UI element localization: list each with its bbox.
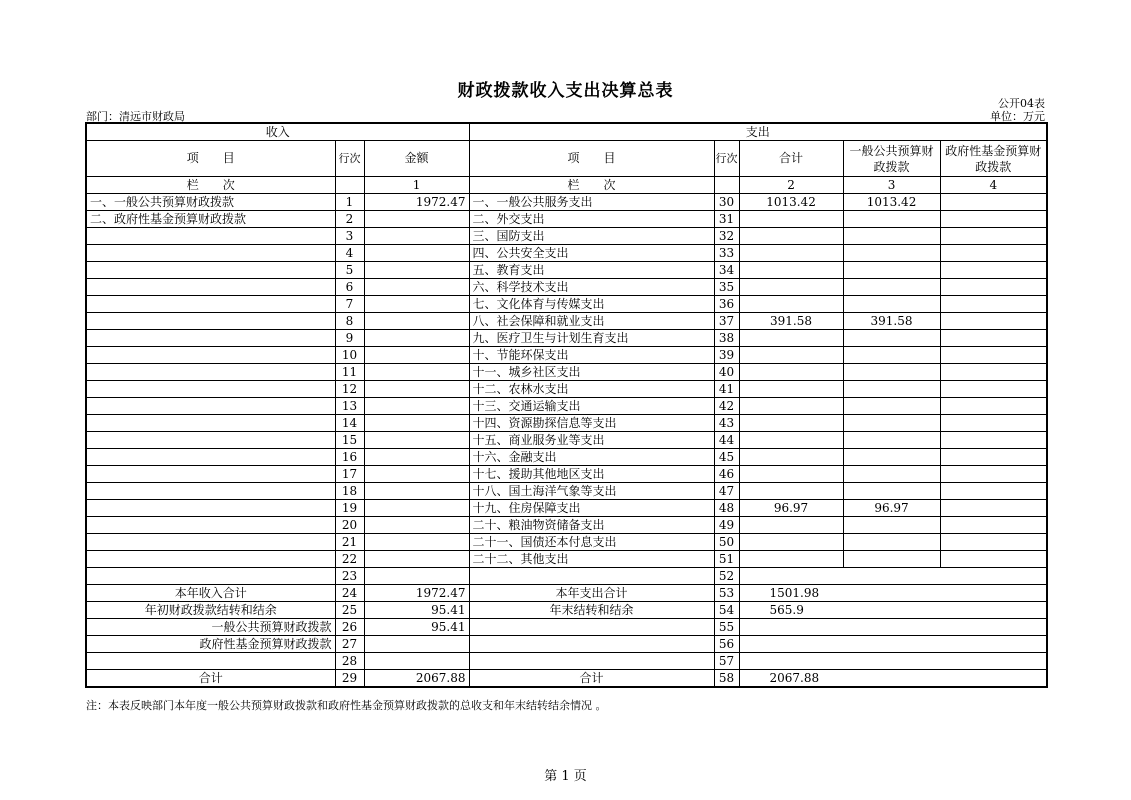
expense-total bbox=[739, 262, 843, 279]
income-row-number: 11 bbox=[335, 364, 364, 381]
expense-general-budget bbox=[843, 432, 940, 449]
income-amount bbox=[364, 483, 469, 500]
expense-gov-fund bbox=[940, 398, 1047, 415]
expense-general-budget bbox=[843, 381, 940, 398]
table-row bbox=[86, 398, 1047, 415]
income-amount bbox=[364, 228, 469, 245]
income-item bbox=[86, 551, 335, 568]
expense-general-budget bbox=[843, 245, 940, 262]
expense-summary-label: 合计 bbox=[469, 670, 714, 688]
table-row bbox=[86, 194, 1047, 211]
expense-row-number: 53 bbox=[714, 585, 739, 602]
income-amount bbox=[364, 330, 469, 347]
expense-row-number: 36 bbox=[714, 296, 739, 313]
table-row bbox=[86, 500, 1047, 517]
header-row-sections bbox=[86, 123, 1047, 141]
income-amount-header: 金额 bbox=[364, 141, 469, 177]
income-rowno-header: 行次 bbox=[335, 141, 364, 177]
expense-total: 1501.98 bbox=[739, 585, 843, 602]
income-row-number: 24 bbox=[335, 585, 364, 602]
expense-row-number: 46 bbox=[714, 466, 739, 483]
income-item bbox=[86, 466, 335, 483]
income-row-number: 8 bbox=[335, 313, 364, 330]
table-row bbox=[86, 449, 1047, 466]
expense-gov-fund bbox=[940, 279, 1047, 296]
expense-row-number: 47 bbox=[714, 483, 739, 500]
income-item bbox=[86, 313, 335, 330]
expense-item: 二、外交支出 bbox=[469, 211, 714, 228]
income-amount bbox=[364, 262, 469, 279]
income-amount bbox=[364, 347, 469, 364]
expense-gov-fund bbox=[940, 364, 1047, 381]
income-item-header: 项 目 bbox=[86, 141, 335, 177]
income-amount bbox=[364, 381, 469, 398]
expense-item: 十三、交通运输支出 bbox=[469, 398, 714, 415]
empty-cell bbox=[843, 619, 1047, 636]
expense-summary-label: 年末结转和结余 bbox=[469, 602, 714, 619]
expense-total bbox=[739, 636, 843, 653]
income-row-number: 9 bbox=[335, 330, 364, 347]
expense-row-number: 42 bbox=[714, 398, 739, 415]
expense-row-number: 44 bbox=[714, 432, 739, 449]
expense-item: 六、科学技术支出 bbox=[469, 279, 714, 296]
expense-total bbox=[739, 619, 843, 636]
expense-general-budget: 391.58 bbox=[843, 313, 940, 330]
unit-label: 单位：万元 bbox=[990, 110, 1045, 123]
summary-row bbox=[86, 653, 1047, 670]
expense-row-number: 32 bbox=[714, 228, 739, 245]
income-row-number: 28 bbox=[335, 653, 364, 670]
income-row-number: 14 bbox=[335, 415, 364, 432]
expense-section-header: 支出 bbox=[469, 123, 1047, 141]
expense-total bbox=[739, 279, 843, 296]
income-item bbox=[86, 228, 335, 245]
expense-general-budget bbox=[843, 279, 940, 296]
income-amount: 2067.88 bbox=[364, 670, 469, 688]
income-summary-label bbox=[86, 653, 335, 670]
gov-fund-header: 政府性基金预算财政拨款 bbox=[940, 141, 1047, 177]
expense-gov-fund bbox=[940, 194, 1047, 211]
income-amount bbox=[364, 415, 469, 432]
expense-gov-fund bbox=[940, 483, 1047, 500]
expense-gov-fund bbox=[940, 313, 1047, 330]
expense-total bbox=[739, 211, 843, 228]
expense-row-number: 34 bbox=[714, 262, 739, 279]
expense-general-budget bbox=[843, 330, 940, 347]
income-row-number: 27 bbox=[335, 636, 364, 653]
income-amount bbox=[364, 313, 469, 330]
expense-item: 十四、资源勘探信息等支出 bbox=[469, 415, 714, 432]
expense-gov-fund bbox=[940, 296, 1047, 313]
income-row-number: 12 bbox=[335, 381, 364, 398]
expense-total: 96.97 bbox=[739, 500, 843, 517]
report-meta bbox=[86, 108, 1045, 122]
income-amount bbox=[364, 568, 469, 585]
expense-total bbox=[739, 551, 843, 568]
expense-gov-fund bbox=[940, 228, 1047, 245]
income-item: 一、一般公共预算财政拨款 bbox=[86, 194, 335, 211]
income-row-number: 16 bbox=[335, 449, 364, 466]
income-row-number: 18 bbox=[335, 483, 364, 500]
income-item bbox=[86, 398, 335, 415]
expense-item: 十二、农林水支出 bbox=[469, 381, 714, 398]
income-summary-label: 政府性基金预算财政拨款 bbox=[86, 636, 335, 653]
income-amount bbox=[364, 551, 469, 568]
expense-total bbox=[739, 415, 843, 432]
expense-item: 八、社会保障和就业支出 bbox=[469, 313, 714, 330]
income-summary-label: 一般公共预算财政拨款 bbox=[86, 619, 335, 636]
income-row-number: 15 bbox=[335, 432, 364, 449]
expense-gov-fund bbox=[940, 381, 1047, 398]
expense-item: 七、文化体育与传媒支出 bbox=[469, 296, 714, 313]
general-budget-header: 一般公共预算财政拨款 bbox=[843, 141, 940, 177]
expense-row-number: 43 bbox=[714, 415, 739, 432]
table-row bbox=[86, 330, 1047, 347]
expense-row-number: 45 bbox=[714, 449, 739, 466]
expense-total: 2067.88 bbox=[739, 670, 843, 688]
income-row-number: 7 bbox=[335, 296, 364, 313]
income-item bbox=[86, 347, 335, 364]
income-amount: 1972.47 bbox=[364, 194, 469, 211]
expense-general-budget: 96.97 bbox=[843, 500, 940, 517]
income-row-number: 26 bbox=[335, 619, 364, 636]
income-item bbox=[86, 432, 335, 449]
income-row-number: 22 bbox=[335, 551, 364, 568]
income-amount bbox=[364, 432, 469, 449]
expense-total bbox=[739, 466, 843, 483]
expense-row-number: 38 bbox=[714, 330, 739, 347]
income-amount bbox=[364, 653, 469, 670]
table-row bbox=[86, 483, 1047, 500]
summary-row bbox=[86, 619, 1047, 636]
table-row bbox=[86, 517, 1047, 534]
expense-gov-fund bbox=[940, 211, 1047, 228]
income-summary-label: 合计 bbox=[86, 670, 335, 688]
header-row-colnum bbox=[86, 177, 1047, 194]
expense-total bbox=[739, 296, 843, 313]
expense-item: 一、一般公共服务支出 bbox=[469, 194, 714, 211]
table-row bbox=[86, 364, 1047, 381]
expense-row-number: 35 bbox=[714, 279, 739, 296]
empty-cell bbox=[843, 636, 1047, 653]
income-item bbox=[86, 262, 335, 279]
income-amount bbox=[364, 245, 469, 262]
expense-general-budget bbox=[843, 483, 940, 500]
department-label: 部门：清远市财政局 bbox=[86, 110, 185, 123]
income-row-number: 29 bbox=[335, 670, 364, 688]
empty-cell bbox=[843, 602, 1047, 619]
table-row bbox=[86, 466, 1047, 483]
income-row-number: 6 bbox=[335, 279, 364, 296]
expense-total: 565.9 bbox=[739, 602, 843, 619]
expense-gov-fund bbox=[940, 534, 1047, 551]
expense-summary-label bbox=[469, 568, 714, 585]
col-number-4: 4 bbox=[940, 177, 1047, 194]
expense-item: 九、医疗卫生与计划生育支出 bbox=[469, 330, 714, 347]
income-row-number: 20 bbox=[335, 517, 364, 534]
empty-cell bbox=[843, 585, 1047, 602]
income-amount bbox=[364, 636, 469, 653]
expense-gov-fund bbox=[940, 432, 1047, 449]
expense-item-header: 项 目 bbox=[469, 141, 714, 177]
expense-total bbox=[739, 432, 843, 449]
income-row-number: 3 bbox=[335, 228, 364, 245]
expense-row-number: 40 bbox=[714, 364, 739, 381]
expense-rowno-header: 行次 bbox=[714, 141, 739, 177]
income-item bbox=[86, 449, 335, 466]
expense-total bbox=[739, 449, 843, 466]
expense-item: 十五、商业服务业等支出 bbox=[469, 432, 714, 449]
expense-general-budget bbox=[843, 262, 940, 279]
income-row-number: 13 bbox=[335, 398, 364, 415]
income-amount: 1972.47 bbox=[364, 585, 469, 602]
expense-row-number: 56 bbox=[714, 636, 739, 653]
header-row-columns bbox=[86, 141, 1047, 177]
footnote: 注：本表反映部门本年度一般公共预算财政拨款和政府性基金预算财政拨款的总收支和年末结转结余情况 。 bbox=[86, 699, 607, 712]
summary-row bbox=[86, 602, 1047, 619]
expense-row-number: 37 bbox=[714, 313, 739, 330]
expense-general-budget bbox=[843, 347, 940, 364]
expense-total bbox=[739, 347, 843, 364]
table-row bbox=[86, 381, 1047, 398]
empty-cell bbox=[843, 568, 1047, 585]
income-amount bbox=[364, 466, 469, 483]
empty-cell bbox=[843, 653, 1047, 670]
expense-row-number: 54 bbox=[714, 602, 739, 619]
table-row bbox=[86, 296, 1047, 313]
income-amount bbox=[364, 364, 469, 381]
expense-general-budget bbox=[843, 517, 940, 534]
empty-cell bbox=[714, 177, 739, 194]
income-row-number: 1 bbox=[335, 194, 364, 211]
expense-total-header: 合计 bbox=[739, 141, 843, 177]
income-amount: 95.41 bbox=[364, 619, 469, 636]
income-item bbox=[86, 296, 335, 313]
income-row-number: 10 bbox=[335, 347, 364, 364]
expense-general-budget bbox=[843, 415, 940, 432]
report-title: 财政拨款收入支出决算总表 bbox=[457, 81, 674, 101]
table-row bbox=[86, 245, 1047, 262]
summary-row bbox=[86, 670, 1047, 688]
expense-item: 二十一、国债还本付息支出 bbox=[469, 534, 714, 551]
income-item bbox=[86, 500, 335, 517]
income-item bbox=[86, 245, 335, 262]
income-row-number: 2 bbox=[335, 211, 364, 228]
income-item bbox=[86, 279, 335, 296]
expense-row-number: 41 bbox=[714, 381, 739, 398]
expense-general-budget bbox=[843, 211, 940, 228]
expense-item: 十六、金融支出 bbox=[469, 449, 714, 466]
table-row bbox=[86, 347, 1047, 364]
expense-general-budget bbox=[843, 534, 940, 551]
table-row bbox=[86, 551, 1047, 568]
expense-general-budget bbox=[843, 466, 940, 483]
expense-general-budget bbox=[843, 398, 940, 415]
expense-gov-fund bbox=[940, 415, 1047, 432]
income-row-number: 17 bbox=[335, 466, 364, 483]
expense-row-number: 49 bbox=[714, 517, 739, 534]
expense-col-label: 栏 次 bbox=[469, 177, 714, 194]
expense-general-budget bbox=[843, 449, 940, 466]
expense-gov-fund bbox=[940, 330, 1047, 347]
expense-row-number: 58 bbox=[714, 670, 739, 688]
expense-row-number: 48 bbox=[714, 500, 739, 517]
expense-total bbox=[739, 483, 843, 500]
expense-general-budget bbox=[843, 296, 940, 313]
table-row bbox=[86, 211, 1047, 228]
income-item bbox=[86, 330, 335, 347]
income-summary-label: 本年收入合计 bbox=[86, 585, 335, 602]
expense-row-number: 33 bbox=[714, 245, 739, 262]
expense-gov-fund bbox=[940, 551, 1047, 568]
table-row bbox=[86, 415, 1047, 432]
page-number: 第 1 页 bbox=[544, 769, 587, 784]
expense-gov-fund bbox=[940, 500, 1047, 517]
expense-total bbox=[739, 228, 843, 245]
table-row bbox=[86, 262, 1047, 279]
expense-total bbox=[739, 330, 843, 347]
income-item bbox=[86, 483, 335, 500]
expense-item: 十九、住房保障支出 bbox=[469, 500, 714, 517]
income-item bbox=[86, 415, 335, 432]
expense-row-number: 31 bbox=[714, 211, 739, 228]
form-code: 公开04表 bbox=[998, 97, 1045, 110]
expense-item: 十八、国土海洋气象等支出 bbox=[469, 483, 714, 500]
empty-cell bbox=[843, 670, 1047, 688]
income-item bbox=[86, 381, 335, 398]
income-item: 二、政府性基金预算财政拨款 bbox=[86, 211, 335, 228]
income-amount: 95.41 bbox=[364, 602, 469, 619]
expense-item: 四、公共安全支出 bbox=[469, 245, 714, 262]
income-amount bbox=[364, 398, 469, 415]
income-section-header: 收入 bbox=[86, 123, 469, 141]
expense-row-number: 51 bbox=[714, 551, 739, 568]
expense-item: 五、教育支出 bbox=[469, 262, 714, 279]
summary-row bbox=[86, 568, 1047, 585]
income-amount bbox=[364, 517, 469, 534]
expense-total bbox=[739, 568, 843, 585]
col-number-1: 1 bbox=[364, 177, 469, 194]
budget-table bbox=[85, 122, 1048, 688]
expense-gov-fund bbox=[940, 262, 1047, 279]
expense-total bbox=[739, 245, 843, 262]
summary-row bbox=[86, 636, 1047, 653]
income-amount bbox=[364, 500, 469, 517]
income-row-number: 5 bbox=[335, 262, 364, 279]
income-col-label: 栏 次 bbox=[86, 177, 335, 194]
expense-item: 二十二、其他支出 bbox=[469, 551, 714, 568]
expense-gov-fund bbox=[940, 466, 1047, 483]
expense-item: 十一、城乡社区支出 bbox=[469, 364, 714, 381]
income-row-number: 19 bbox=[335, 500, 364, 517]
income-amount bbox=[364, 534, 469, 551]
expense-total bbox=[739, 653, 843, 670]
expense-total: 1013.42 bbox=[739, 194, 843, 211]
expense-item: 十七、援助其他地区支出 bbox=[469, 466, 714, 483]
income-row-number: 25 bbox=[335, 602, 364, 619]
income-row-number: 4 bbox=[335, 245, 364, 262]
table-row bbox=[86, 228, 1047, 245]
expense-total bbox=[739, 398, 843, 415]
expense-gov-fund bbox=[940, 347, 1047, 364]
expense-total: 391.58 bbox=[739, 313, 843, 330]
expense-row-number: 50 bbox=[714, 534, 739, 551]
income-item bbox=[86, 364, 335, 381]
income-amount bbox=[364, 449, 469, 466]
expense-general-budget bbox=[843, 551, 940, 568]
expense-item: 二十、粮油物资储备支出 bbox=[469, 517, 714, 534]
income-summary-label bbox=[86, 568, 335, 585]
expense-row-number: 39 bbox=[714, 347, 739, 364]
expense-summary-label bbox=[469, 653, 714, 670]
expense-summary-label: 本年支出合计 bbox=[469, 585, 714, 602]
income-amount bbox=[364, 211, 469, 228]
income-amount bbox=[364, 279, 469, 296]
expense-total bbox=[739, 517, 843, 534]
col-number-3: 3 bbox=[843, 177, 940, 194]
income-item bbox=[86, 517, 335, 534]
expense-gov-fund bbox=[940, 449, 1047, 466]
table-row bbox=[86, 279, 1047, 296]
expense-total bbox=[739, 534, 843, 551]
expense-gov-fund bbox=[940, 517, 1047, 534]
expense-item: 十、节能环保支出 bbox=[469, 347, 714, 364]
income-amount bbox=[364, 296, 469, 313]
expense-item: 三、国防支出 bbox=[469, 228, 714, 245]
expense-general-budget bbox=[843, 364, 940, 381]
empty-cell bbox=[335, 177, 364, 194]
expense-general-budget bbox=[843, 228, 940, 245]
expense-row-number: 52 bbox=[714, 568, 739, 585]
table-row bbox=[86, 534, 1047, 551]
expense-summary-label bbox=[469, 619, 714, 636]
summary-row bbox=[86, 585, 1047, 602]
expense-general-budget: 1013.42 bbox=[843, 194, 940, 211]
income-row-number: 23 bbox=[335, 568, 364, 585]
table-row bbox=[86, 432, 1047, 449]
expense-summary-label bbox=[469, 636, 714, 653]
income-summary-label: 年初财政拨款结转和结余 bbox=[86, 602, 335, 619]
income-item bbox=[86, 534, 335, 551]
expense-row-number: 30 bbox=[714, 194, 739, 211]
col-number-2: 2 bbox=[739, 177, 843, 194]
expense-total bbox=[739, 364, 843, 381]
expense-row-number: 55 bbox=[714, 619, 739, 636]
expense-total bbox=[739, 381, 843, 398]
table-row bbox=[86, 313, 1047, 330]
expense-gov-fund bbox=[940, 245, 1047, 262]
income-row-number: 21 bbox=[335, 534, 364, 551]
expense-row-number: 57 bbox=[714, 653, 739, 670]
